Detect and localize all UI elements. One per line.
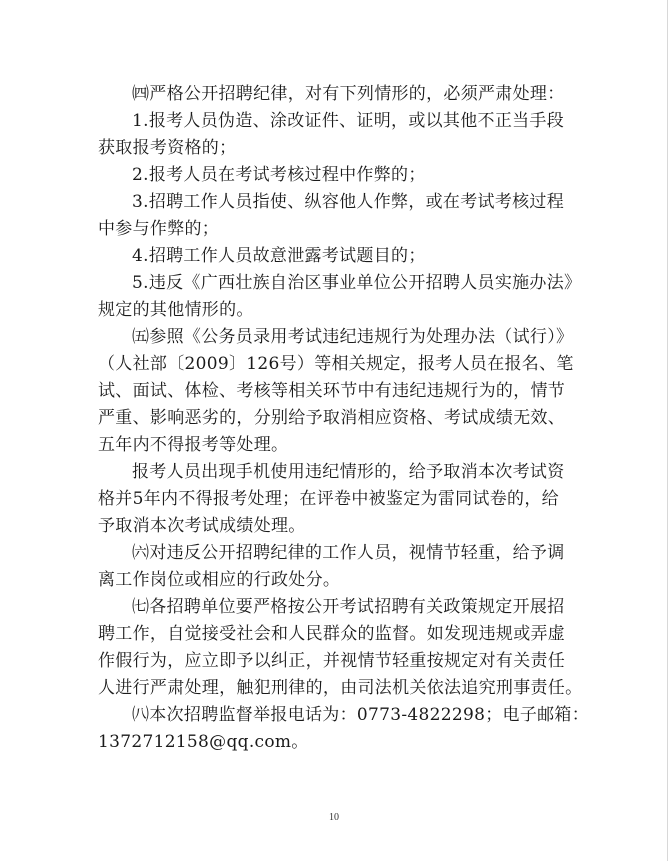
paragraph-7-line: ㈦各招聘单位要严格按公开考试招聘有关政策规定开展招 bbox=[132, 597, 565, 617]
paragraph-6-line: ㈥对违反公开招聘纪律的工作人员，视情节轻重，给予调 bbox=[132, 543, 565, 563]
phone-rule-line: 报考人员出现手机使用违纪情形的，给予取消本次考试资 bbox=[132, 462, 565, 482]
paragraph-5-line: 五年内不得报考等处理。 bbox=[98, 435, 289, 455]
item-3-line: 中参与作弊的； bbox=[98, 219, 220, 239]
paragraph-7-line: 作假行为，应立即予以纠正，并视情节轻重按规定对有关责任 bbox=[98, 651, 566, 671]
paragraph-5-line: 试、面试、体检、考核等相关环节中有违纪违规行为的，情节 bbox=[98, 381, 566, 401]
paragraph-6-line: 离工作岗位或相应的行政处分。 bbox=[98, 570, 341, 590]
item-3-line: 3.招聘工作人员指使、纵容他人作弊，或在考试考核过程 bbox=[132, 192, 565, 212]
paragraph-4-line: ㈣严格公开招聘纪律，对有下列情形的，必须严肃处理： bbox=[132, 84, 565, 104]
paragraph-5-line: ㈤参照《公务员录用考试违纪违规行为处理办法（试行）》 bbox=[132, 327, 574, 347]
phone-rule-line: 予取消本次考试成绩处理。 bbox=[98, 516, 306, 536]
paragraph-5-line: 严重、影响恶劣的，分别给予取消相应资格、考试成绩无效、 bbox=[98, 408, 566, 428]
item-2-line: 2.报考人员在考试考核过程中作弊的； bbox=[132, 165, 426, 185]
paragraph-5-line: （人社部〔2009〕126号）等相关规定，报考人员在报名、笔 bbox=[98, 354, 574, 374]
paragraph-8-line: ㈧本次招聘监督举报电话为：0773-4822298；电子邮箱： bbox=[132, 705, 590, 725]
page-number: 10 bbox=[329, 812, 339, 823]
contact-email: 1372712158@qq.com。 bbox=[98, 732, 309, 752]
paragraph-7-line: 人进行严肃处理，触犯刑律的，由司法机关依法追究刑事责任。 bbox=[98, 678, 583, 698]
item-4-line: 4.招聘工作人员故意泄露考试题目的； bbox=[132, 246, 426, 266]
phone-rule-line: 格并5年内不得报考处理；在评卷中被鉴定为雷同试卷的，给 bbox=[98, 489, 559, 509]
item-5-line: 5.违反《广西壮族自治区事业单位公开招聘人员实施办法》 bbox=[132, 273, 582, 293]
paragraph-7-line: 聘工作，自觉接受社会和人民群众的监督。如发现违规或弄虚 bbox=[98, 624, 566, 644]
item-1-line: 1.报考人员伪造、涂改证件、证明，或以其他不正当手段 bbox=[132, 111, 565, 131]
item-1-line: 获取报考资格的； bbox=[98, 138, 237, 158]
item-5-line: 规定的其他情形的。 bbox=[98, 300, 254, 320]
